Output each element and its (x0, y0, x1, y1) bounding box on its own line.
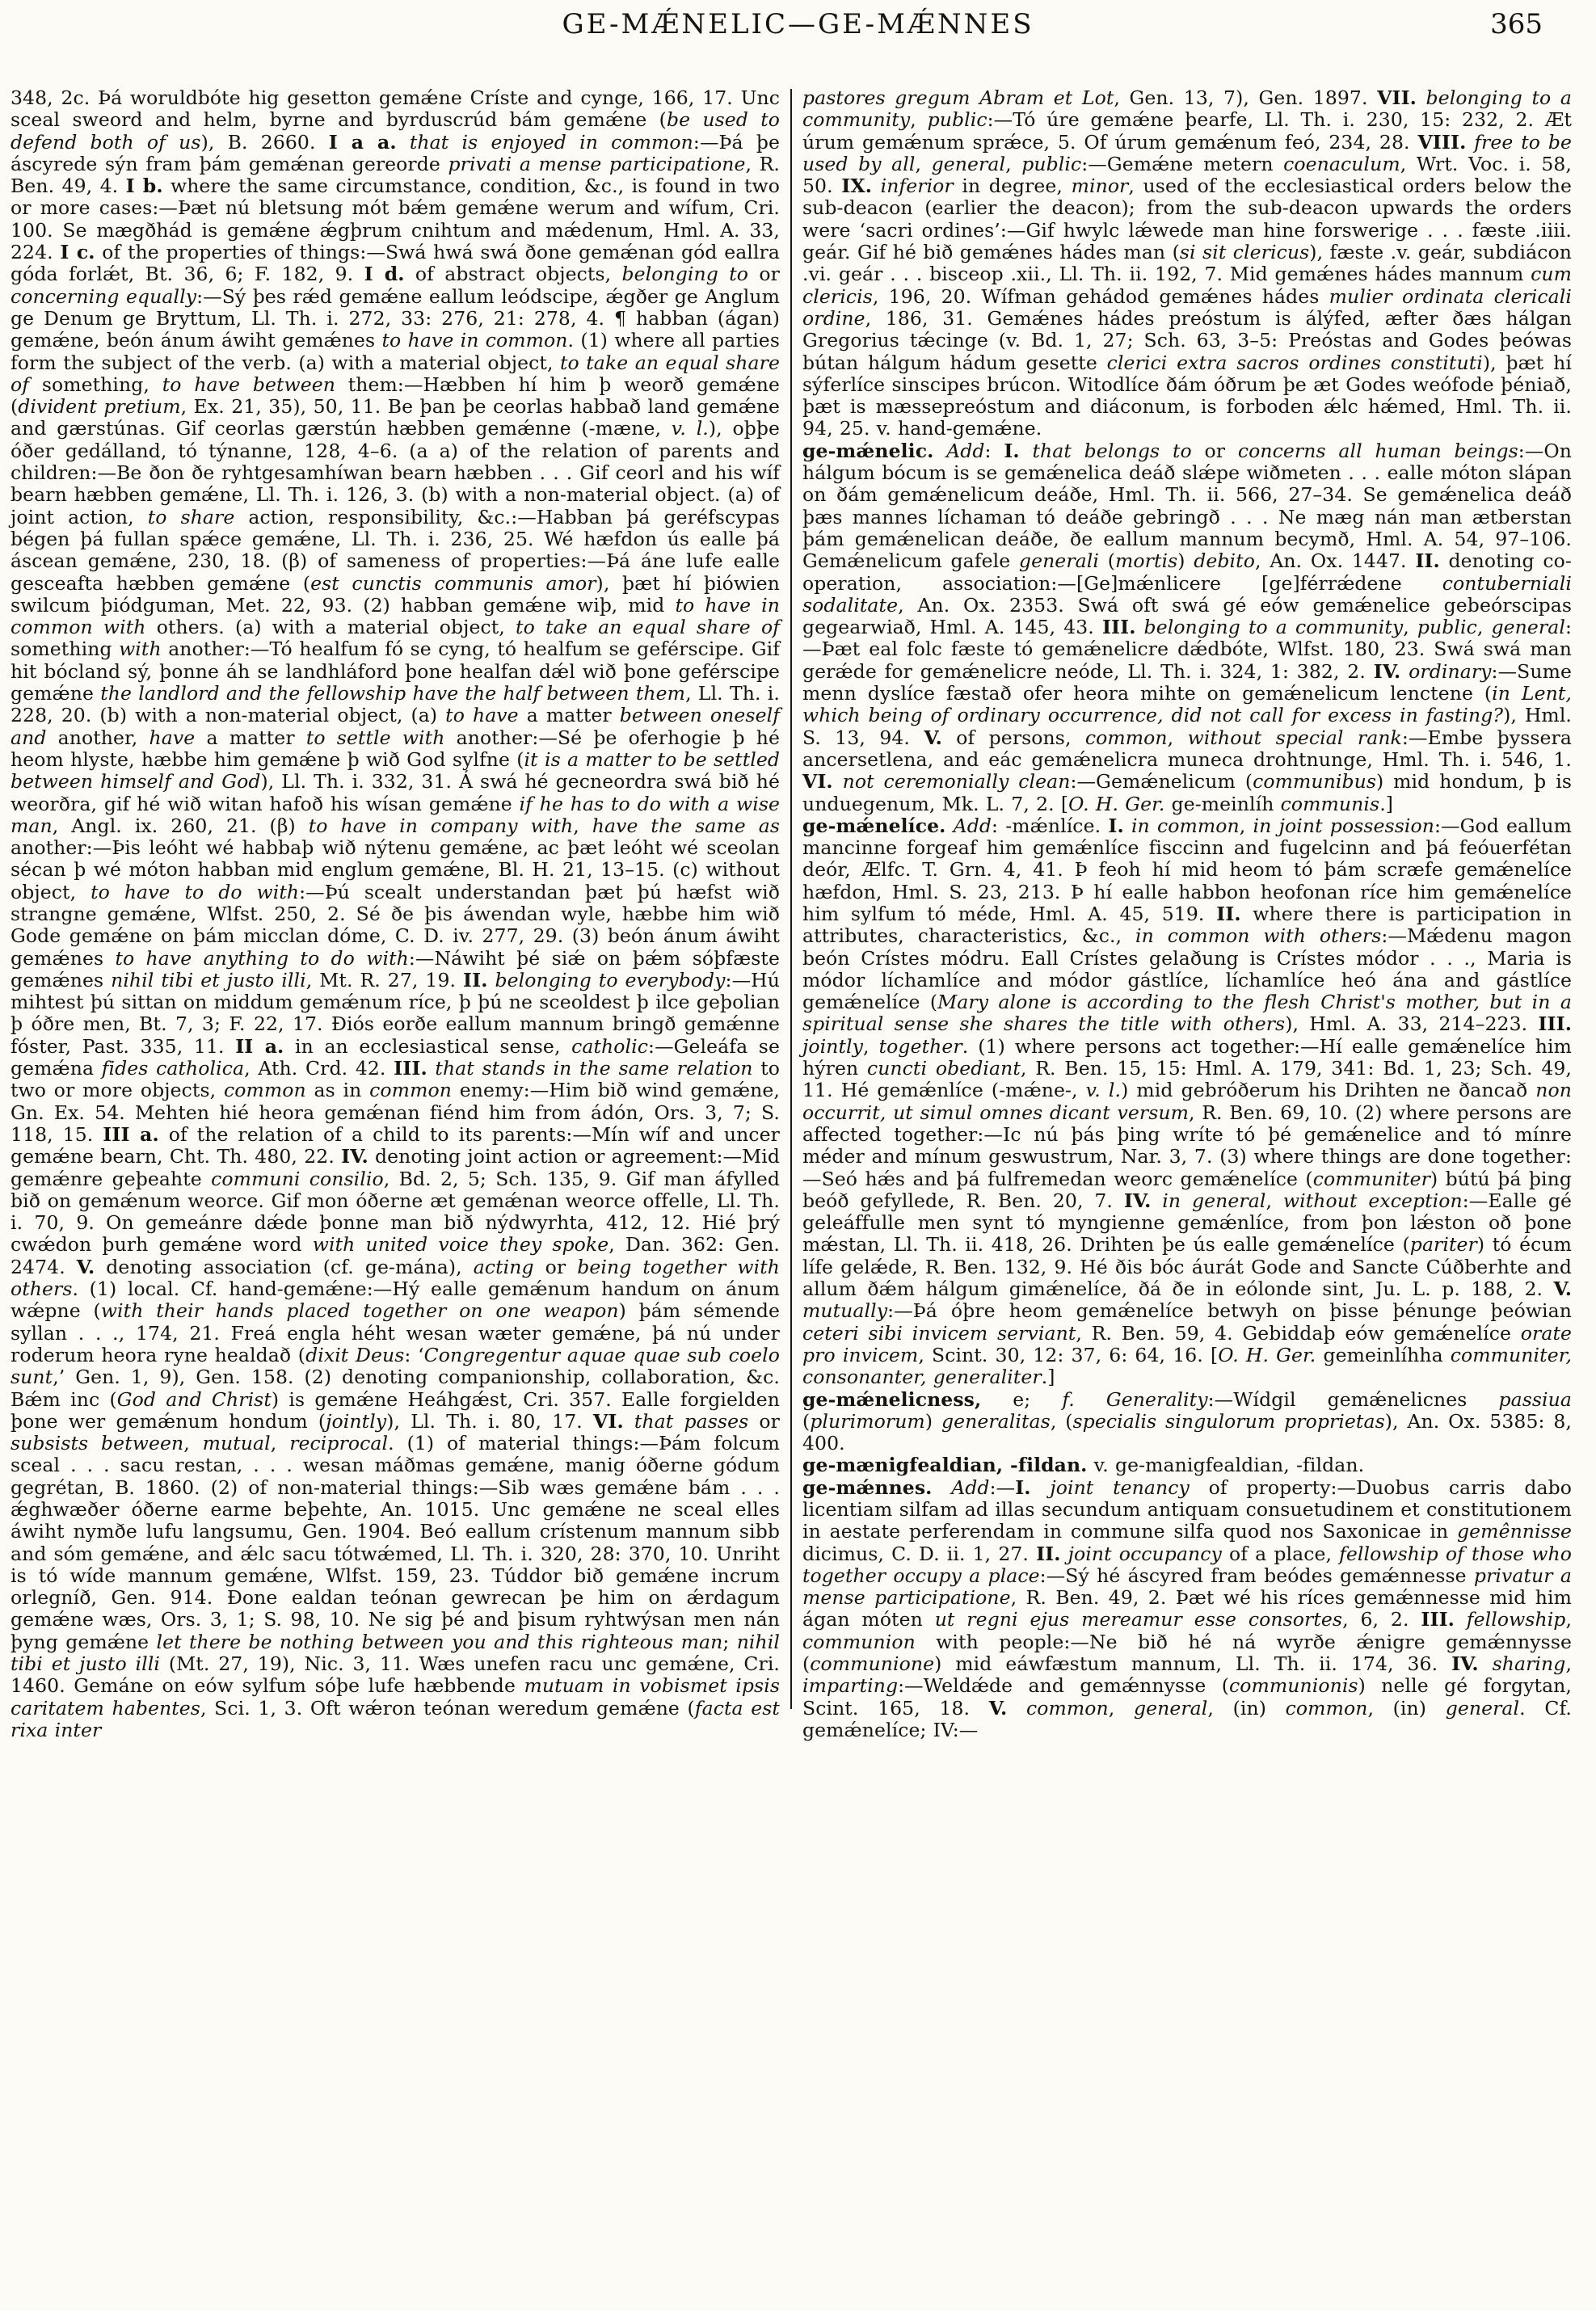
entry-headword: ge-mǽnelíce. (802, 814, 946, 837)
dictionary-entry: ge-mǽnelic. Add: I. that belongs to or concerns all human beings:—On hálgum bócum is se gemǽnelica deáð slǽpe wiðmeten . . . ealle móton slápan on ðám gemǽnelicum deáðe, Hml. Th. ii. 566, 27–34. Se gemǽnelica deáð þæs mannes líchaman tó deáðe gebringð . . . Ne mæg nán man ætberstan þám gemǽnelican deáðe, ðe eallum mannum becymð, Hml. A. 54, 97–106. Gemǽnelicum gafele generali (mortis) debito, An. Ox. 1447. II. denoting co-operation, association:—[Ge]mǽnlicere [ge]férrǽdene contuberniali sodalitate, An. Ox. 2353. Swá oft swá gé eów gemǽnelice gebeórscipas gegearwiað, Hml. A. 145, 43. III. belonging to a community, public, general:—Þæt eal folc fæste tó gemǽnelicre dǽdbóte, Wlfst. 180, 23. Swá swá man gerǽde for gemǽnelicre neóde, Ll. Th. i. 324, 1: 382, 2. IV. ordinary:—Sume menn dyslíce fæstað ofer heora mihte on gemǽnelicum lenctene (in Lent, which being of ordinary occurrence, did not call for excess in fasting?), Hml. S. 13, 94. V. of persons, common, without special rank:—Embe þyssera ancersetlena, and eác gemǽnelicra muneca drohtnunge, Hml. Th. i. 546, 1. VI. not ceremonially clean:—Gemǽnelicum (communibus) mid hondum, þ is unduegenum, Mk. L. 7, 2. [O. H. Ger. ge-meinlíh communis.] (802, 439, 1573, 815)
dictionary-entry: ge-mǽnelíce. Add: -mǽnlíce. I. in common, in joint possession:—God eallum mancinne forgeaf him gemǽnlíce fisccinn and fugelcinn and þá feóuerfétan deór, Ælfc. T. Grn. 4, 41. Þ feoh hí mid heom tó þám scræfe gemǽnelíce hæfdon, Hml. S. 23, 213. Þ hí ealle habbon heofonan ríce him gemǽnelíce him sylfum tó méde, Hml. A. 45, 519. II. where there is participation in attributes, characteristics, &c., in common with others:—Mǽdenu magon beón Crístes módru. Eall Crístes gelaðung is Crístes módor . . ., Maria is módor líchamlíce and módor gástlíce, líchamlíce heó ána and gástlíce gemǽnelíce (Mary alone is according to the flesh Christ's mother, but in a spiritual sense she shares the title with others), Hml. A. 33, 214–223. III. jointly, together. (1) where persons act together:—Hí ealle gemǽnelíce him hýren cuncti obediant, R. Ben. 15, 15: Hml. A. 179, 341: Bd. 1, 23; Sch. 49, 11. Hé gemǽnlíce (-mǽne-, v. l.) mid gebróðerum his Drihten ne ðancað non occurrit, ut simul omnes dicant versum, R. Ben. 69, 10. (2) where persons are affected together:—Ic nú þás þing wríte tó þé gemǽnelice and tó mínre méder and mínum geswustrum, Nar. 3, 7. (3) where things are done together:—Seó hǽs and þá fulfremedan weorc gemǽnelíce (communiter) bútú þá þing beóð gefyllede, R. Ben. 20, 7. IV. in general, without exception:—Ealle gé geleáffulle men synt tó myngienne gemǽnlíce, from þon lǽston oð þone mǽstan, Ll. Th. ii. 418, 26. Drihten þe ús ealle gemǽnelíce (pariter) tó écum lífe gelǽde, R. Ben. 132, 9. Hé ðis bóc áurát Gode and Sancte Cúðberhte and allum ðǽm hálgum gimǽnelíce, ðá ðe in eólonde sint, Ju. L. p. 188, 2. V. mutually:—Þá óþre heom gemǽnelíce betwyh on þisse þénunge þeówian ceteri sibi invicem serviant, R. Ben. 59, 4. Gebiddaþ eów gemǽnelíce orate pro invicem, Scint. 30, 12: 37, 6: 64, 16. [O. H. Ger. gemeinlíhha communiter, consonanter, generaliter.] (802, 814, 1573, 1389)
entry-headword: ge-mænigfealdian, -fildan. (802, 1454, 1088, 1477)
dictionary-entry: 348, 2c. Þá woruldbóte hig gesetton gemǽne Críste and cynge, 166, 17. Unc sceal sweord and helm, byrne and byrduscrúd bám gemǽne (be used to defend both of us), B. 2660. I a a. that is enjoyed in common:—Þá þe áscyrede sýn fram þám gemǽnan gereorde privati a mense participatione, R. Ben. 49, 4. I b. where the same circumstance, condition, &c., is found in two or more cases:—Þæt nú bletsung mót bǽm gemǽne werum and wífum, Cri. 100. Se mægðhád is gemǽne ǽgþrum cnihtum and mǽdenum, Hml. A. 33, 224. I c. of the properties of things:—Swá hwá swá ðone gemǽnan gód eallra góda forlǽt, Bt. 36, 6; F. 182, 9. I d. of abstract objects, belonging to or concerning equally:—Sý þes rǽd gemǽne eallum leódscipe, ǽgðer ge Anglum ge Denum ge Bryttum, Ll. Th. i. 272, 33: 276, 21: 278, 4. ¶ habban (ágan) gemǽne, beón ánum áwiht gemǽnes to have in common. (1) where all parties form the subject of the verb. (a) with a material object, to take an equal share of something, to have between them:—Hæbben hí him þ weorð gemǽne (divident pretium, Ex. 21, 35), 50, 11. Be þan þe ceorlas habbað land gemǽne and gærstúnas. Gif ceorlas gærstún hæbben gemǽnne (-mæne, v. l.), oþþe óðer gedálland, tó týnanne, 128, 4–6. (a a) of the relation of parents and children:—Be ðon ðe ryhtgesamhíwan bearn hæbben . . . Gif ceorl and his wíf bearn hæbben gemǽne, Ll. Th. i. 126, 3. (b) with a non-material object. (a) of joint action, to share action, responsibility, &c.:—Habban þá geréfscypas bégen þá fullan spǽce gemǽne, Ll. Th. i. 236, 25. Wé hæfdon ús ealle þá áscean gemǽne, 230, 18. (β) of sameness of properties:—Þá áne lufe ealle gesceafta hæbben gemǽne (est cunctis communis amor), þæt hí þiówien swilcum þiódguman, Met. 22, 93. (2) habban gemǽne wiþ, mid to have in common with others. (a) with a material object, to take an equal share of something with another:—Tó healfum fó se cyng, tó healfum se geférscipe. Gif hit bócland sý, þonne áh se landhláford þone healfan dǽl wið þone geférscipe gemǽne the landlord and the fellowship have the half between them, Ll. Th. i. 228, 20. (b) with a non-material object, (a) to have a matter between oneself and another, have a matter to settle with another:—Sé þe oferhogie þ hé heom hlyste, hæbbe him gemǽne þ wið God sylfne (it is a matter to be settled between himself and God), Ll. Th. i. 332, 31. Á swá hé gecneordra swá bið hé weorðra, gif hé wið witan hafoð his wísan gemǽne if he has to do with a wise man, Angl. ix. 260, 21. (β) to have in company with, have the same as another:—Þis leóht wé habbaþ wið nýtenu gemǽne, ac þæt leóht wé sceolan sécan þ wé móton habban mid englum gemǽne, Bl. H. 21, 13–15. (c) without object, to have to do with:—Þú scealt understandan þæt þú hæfst wið strangne gemǽne, Wlfst. 250, 2. Sé ðe þis áwendan wyle, hæbbe him wið Gode gemǽne on þám micclan dóme, C. D. iv. 277, 29. (3) beón ánum áwiht gemǽnes to have anything to do with:—Náwiht þé siǽ on þǽm sóþfæste gemǽnes nihil tibi et justo illi, Mt. R. 27, 19. II. belonging to everybody:—Hú mihtest þú sittan on middum gemǽnum ríce, þ þú ne sceoldest þ ilce geþolian þ óðre men, Bt. 7, 3; F. 22, 17. Ðiós eorðe eallum mannum bringð gemǽnne fóster, Past. 335, 11. II a. in an ecclesiastical sense, catholic:—Geleáfa se gemǽna fides catholica, Ath. Crd. 42. III. that stands in the same relation to two or more objects, common as in common enemy:—Him bið wind gemǽne, Gn. Ex. 54. Mehten hié heora gemǽnan fiénd him from ádón, Ors. 3, 7; S. 118, 15. III a. of the relation of a child to its parents:—Mín wíf and uncer gemǽne bearn, Cht. Th. 480, 22. IV. denoting joint action or agreement:—Mid gemǽnre geþeahte communi consilio, Bd. 2, 5; Sch. 135, 9. Gif man áfylled bið on gemǽnum weorce. Gif mon óðerne æt gemǽnan weorce offelle, Ll. Th. i. 70, 9. On gemeánre dǽde þonne man bið nýdwyrhta, 412, 12. Hié þrý cwǽdon þurh gemǽne word with united voice they spoke, Dan. 362: Gen. 2474. V. denoting association (cf. ge-mána), acting or being together with others. (1) local. Cf. hand-gemǽne:—Hý ealle gemǽnum handum on ánum wǽpne (with their hands placed together on one weapon) þám sémende syllan . . ., 174, 21. Freá engla héht wesan wæter gemǽne, þá nú under roderum heora ryne healdað (dixit Deus: ‘Congregentur aquae quae sub coelo sunt,’ Gen. 1, 9), Gen. 158. (2) denoting companionship, collaboration, &c. Bǽm inc (God and Christ) is gemǽne Heáhgǽst, Cri. 357. Ealle forgielden þone wer gemǽnum hondum (jointly), Ll. Th. i. 80, 17. VI. that passes or subsists between, mutual, reciprocal. (1) of material things:—Þám folcum sceal . . . sacu restan, . . . wesan máðmas gemǽne, manig óðerne gódum gegrétan, B. 1860. (2) of non-material things:—Sib wæs gemǽne bám . . . ǽghwæðer óðerne earme beþehte, An. 1015. Unc gemǽne ne sceal elles áwiht nymðe lufu langsumu, Gen. 1904. Beó eallum crístenum mannum sibb and sóm gemǽne, and ǽlc sacu tótwǽmed, Ll. Th. i. 320, 28: 370, 10. Unriht is tó wíde mannum gemǽne, Wlfst. 159, 23. Túddor bið gemǽne incrum orlegníð, Gen. 914. Ðone ealdan teónan gewrecan þe him on ǽrdagum gemǽne wæs, Ors. 3, 1; S. 98, 10. Ne sig þé and þisum ryhtwýsan men nán þyng gemǽne let there be nothing between you and this righteous man; nihil tibi et justo illi (Mt. 27, 19), Nic. 3, 11. Wæs unefen racu unc gemǽne, Cri. 1460. Gemáne on eów sylfum sóþe lufe hæbbende mutuam in vobismet ipsis caritatem habentes, Sci. 1, 3. Oft wǽron teónan weredum gemǽne (facta est rixa inter (11, 86, 781, 1741)
text-columns (11, 87, 1585, 1741)
right-column (802, 87, 1572, 1741)
entry-headword: ge-mǽnelicness, (802, 1387, 982, 1411)
left-column (11, 87, 780, 1741)
dictionary-entry: ge-mǽnnes. Add:—I. joint tenancy of property:—Duobus carris dabo licentiam silfam ad illas secundum antiquam consuetudinem et constitutionem in aestate perferendam in commune silfa quod nos Saxonicae in gemênnisse dicimus, C. D. ii. 1, 27. II. joint occupancy of a place, fellowship of those who together occupy a place:—Sý hé áscyred fram beódes gemǽnnesse privatur a mense participatione, R. Ben. 49, 2. Þæt wé his ríces gemǽnnesse mid him ágan móten ut regni ejus mereamur esse consortes, 6, 2. III. fellowship, communion with people:—Ne bið hé ná wyrðe ǽnigre gemǽnnysse (communione) mid eáwfæstum mannum, Ll. Th. ii. 174, 36. IV. sharing, imparting:—Weldǽde and gemǽnnysse (communionis) nelle gé forgytan, Scint. 165, 18. V. common, general, (in) common, (in) general. Cf. gemǽnelíce; IV:— (802, 1475, 1573, 1741)
dictionary-entry: ge-mænigfealdian, -fildan. v. ge-manigfealdian, -fildan. (802, 1454, 1365, 1477)
dictionary-entry: ge-mǽnelicness, e; f. Generality:—Wídgil gemǽnelicnes passiua (plurimorum) generalitas, (specialis singulorum proprietas), An. Ox. 5385: 8, 400. (802, 1387, 1572, 1455)
page-number: 365 (1490, 8, 1543, 40)
running-head (0, 0, 1596, 50)
column-divider-rule (790, 89, 792, 1709)
entry-headword: ge-mǽnelic. (802, 439, 934, 462)
entry-headword: ge-mǽnnes. (802, 1475, 933, 1499)
dictionary-entry: pastores gregum Abram et Lot, Gen. 13, 7), Gen. 1897. VII. belonging to a community, public:—Tó úre gemǽne þearfe, Ll. Th. i. 230, 15: 232, 2. Æt úrum gemǽnum sprǽce, 5. Of úrum gemǽnum feó, 234, 28. VIII. free to be used by all, general, public:—Gemǽne metern coenaculum, Wrt. Voc. i. 58, 50. IX. inferior in degree, minor, used of the ecclesiastical orders below the sub-deacon (earlier the deacon); from the sub-deacon upwards the orders were ‘sacri ordines’:—Gif hwylc lǽwede man hine forswerige . . . fæste .iiii. geár. Gif hé bið gemǽnes hádes man (si sit clericus), fæste .v. geár, subdiácon .vi. geár . . . bisceop .xii., Ll. Th. ii. 192, 7. Mid gemǽnes hádes mannum cum clericis, 196, 20. Wífman gehádod gemǽnes hádes mulier ordinata clericali ordine, 186, 31. Gemǽnes hádes preóstum is álýfed, æfter ðæs hálgan Gregorius tǽcinge (v. Bd. 1, 27; Sch. 63, 3–5: Preóstas and Godes þeówas bútan hálgum hádum gesette clerici extra sacros ordines constituti), þæt hí sýferlíce sinscipes brúcon. Witodlíce ðám óðrum þe æt Godes weófode þéniað, þæt is mæssepreóstum and diáconum, is forboden ǽlc hǽmed, Hml. Th. ii. 94, 25. v. hand-gemǽne. (802, 86, 1573, 440)
page-header-title: GE-MǼNELIC—GE-MǼNNES (562, 8, 1034, 40)
